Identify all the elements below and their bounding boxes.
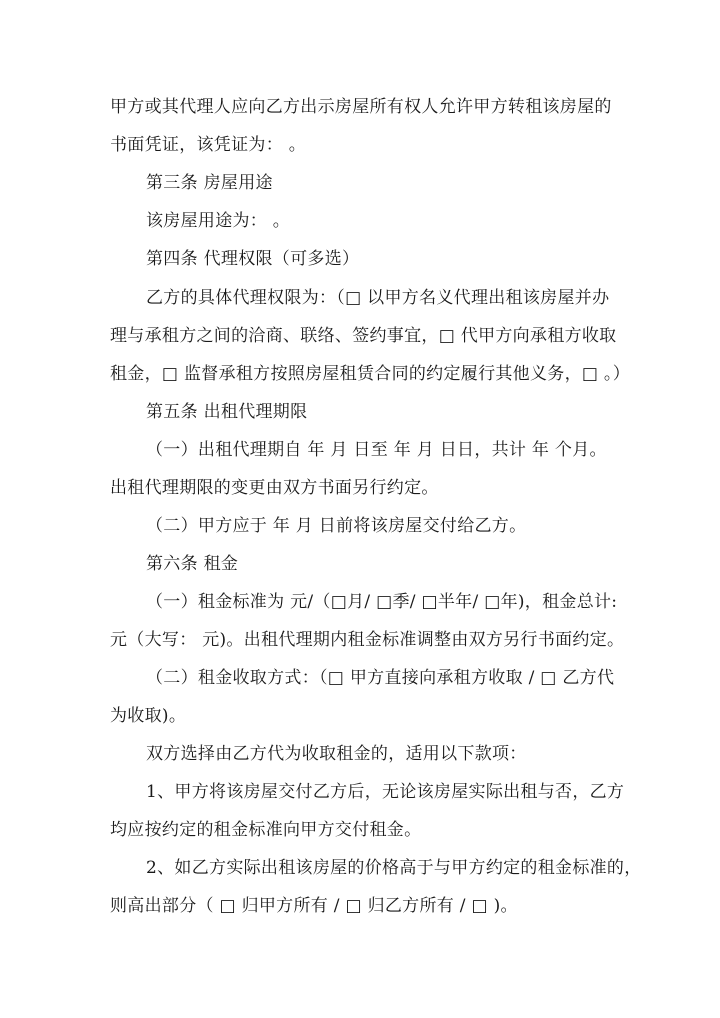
section-heading: 第五条 出租代理期限 <box>146 402 308 422</box>
paragraph-line: （一）出租代理期自 年 月 日至 年 月 日日，共计 年 个月。 <box>146 440 607 460</box>
paragraph-line: （二）租金收取方式：（□ 甲方直接向承租方收取 / □ 乙方代 <box>146 668 615 688</box>
paragraph-line: 书面凭证，该凭证为： 。 <box>110 135 307 155</box>
paragraph-line: 为收取)。 <box>110 706 187 726</box>
paragraph-line: 均应按约定的租金标准向甲方交付租金。 <box>110 820 422 840</box>
paragraph-line: 理与承租方之间的洽商、联络、签约事宜，□ 代甲方向承租方收取 <box>110 326 617 346</box>
section-heading: 第三条 房屋用途 <box>146 173 273 193</box>
paragraph-line: 甲方或其代理人应向乙方出示房屋所有权人允许甲方转租该房屋的 <box>110 97 612 117</box>
paragraph-line: 则高出部分（ □ 归甲方所有 / □ 归乙方所有 / □ )。 <box>110 896 518 916</box>
paragraph-line: 元（大写： 元)。出租代理期内租金标准调整由双方另行书面约定。 <box>110 630 625 650</box>
section-heading: 第六条 租金 <box>146 554 239 574</box>
paragraph-line: 该房屋用途为： 。 <box>146 211 291 231</box>
list-item: 1、甲方将该房屋交付乙方后，无论该房屋实际出租与否，乙方 <box>146 782 625 802</box>
paragraph-line: 租金，□ 监督承租方按照房屋租赁合同的约定履行其他义务，□ 。） <box>110 364 631 384</box>
section-heading: 第四条 代理权限（可多选） <box>146 249 360 269</box>
paragraph-line: （一）租金标准为 元/（□月/ □季/ □半年/ □年)，租金总计: <box>146 592 618 612</box>
paragraph-line: 出租代理期限的变更由双方书面另行约定。 <box>110 478 439 498</box>
list-item: 2、如乙方实际出租该房屋的价格高于与甲方约定的租金标准的， <box>146 858 642 878</box>
paragraph-line: （二）甲方应于 年 月 日前将该房屋交付给乙方。 <box>146 516 527 536</box>
paragraph-line: 双方选择由乙方代为收取租金的，适用以下款项： <box>146 744 527 764</box>
paragraph-line: 乙方的具体代理权限为：（□ 以甲方名义代理出租该房屋并办 <box>146 288 610 308</box>
